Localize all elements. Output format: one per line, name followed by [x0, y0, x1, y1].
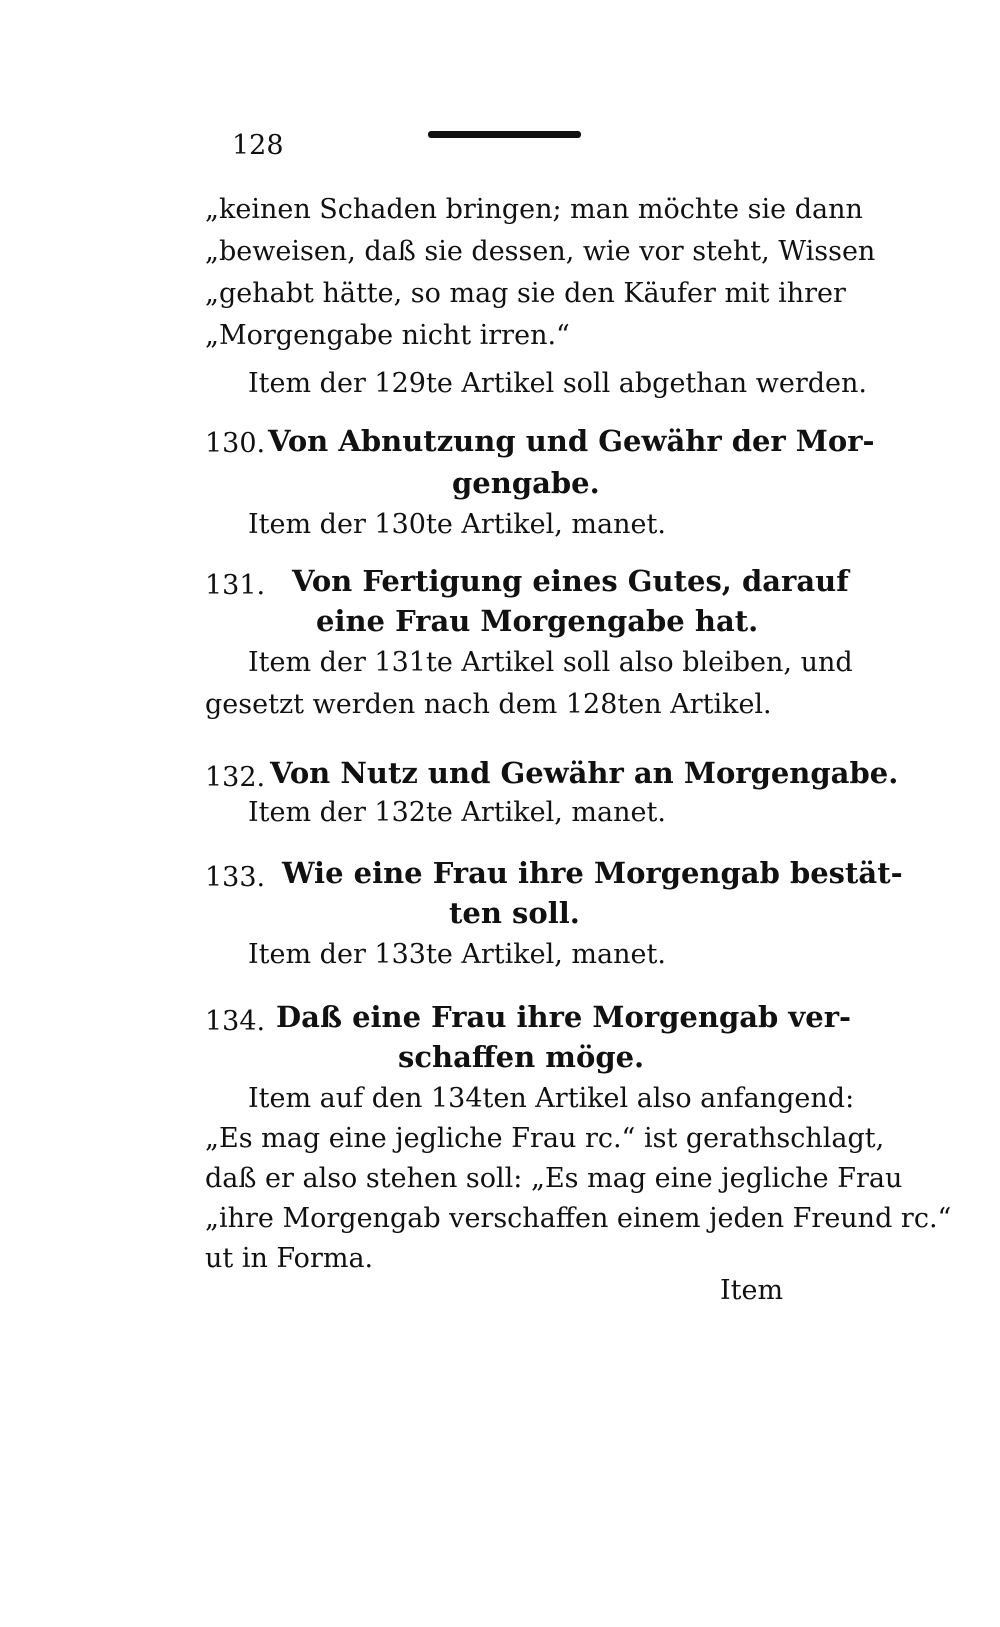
- section-text-131-cont: gesetzt werden nach dem 128ten Artikel.: [205, 689, 772, 720]
- item-129: Item der 129te Artikel soll abgethan werden.: [248, 368, 867, 399]
- section-number-132: 132.: [205, 762, 266, 793]
- section-heading-131: Von Fertigung eines Gutes, darauf: [292, 564, 849, 598]
- section-text-130: Item der 130te Artikel, manet.: [248, 509, 666, 540]
- section-text-134: daß er also stehen soll: „Es mag eine jegliche Frau: [205, 1163, 903, 1194]
- section-number-133: 133.: [205, 862, 266, 893]
- section-text-134: ut in Forma.: [205, 1243, 374, 1274]
- section-heading-134-cont: schaffen möge.: [398, 1040, 645, 1074]
- section-heading-132: Von Nutz und Gewähr an Morgengabe.: [270, 756, 899, 790]
- section-number-130: 130.: [205, 428, 266, 459]
- section-heading-130: Von Abnutzung und Gewähr der Mor-: [268, 424, 875, 458]
- text-line: „beweisen, daß sie dessen, wie vor steht, Wissen: [205, 236, 876, 267]
- text-line: „keinen Schaden bringen; man möchte sie dann: [205, 194, 863, 225]
- section-text-134: „Es mag eine jegliche Frau rc.“ ist gerathschlagt,: [205, 1123, 885, 1154]
- section-text-134: Item auf den 134ten Artikel also anfangend:: [248, 1083, 855, 1114]
- section-text-131: Item der 131te Artikel soll also bleiben, und: [248, 647, 853, 678]
- text-line: „gehabt hätte, so mag sie den Käufer mit ihrer: [205, 278, 846, 309]
- section-heading-134: Daß eine Frau ihre Morgengab ver-: [276, 1000, 852, 1034]
- catchword: Item: [720, 1275, 784, 1306]
- section-text-132: Item der 132te Artikel, manet.: [248, 797, 666, 828]
- page-number: 128: [232, 130, 284, 161]
- section-heading-133-cont: ten soll.: [449, 896, 580, 930]
- section-text-133: Item der 133te Artikel, manet.: [248, 939, 666, 970]
- section-text-134: „ihre Morgengab verschaffen einem jeden Freund rc.“: [205, 1203, 952, 1234]
- section-heading-130-cont: gengabe.: [452, 466, 600, 500]
- section-number-131: 131.: [205, 570, 266, 601]
- section-heading-133: Wie eine Frau ihre Morgengab bestät-: [282, 856, 903, 890]
- section-number-134: 134.: [205, 1006, 266, 1037]
- header-rule: [428, 131, 581, 138]
- text-line: „Morgengabe nicht irren.“: [205, 320, 570, 351]
- section-heading-131-cont: eine Frau Morgengabe hat.: [316, 604, 759, 638]
